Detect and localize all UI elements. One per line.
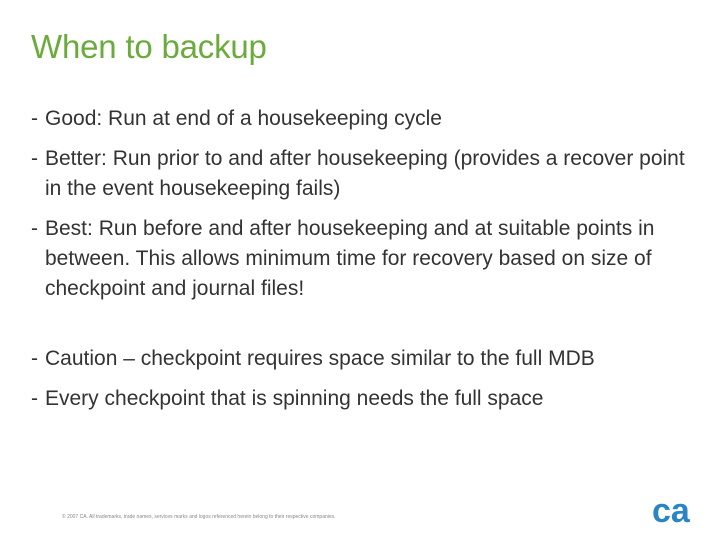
ca-logo-icon bbox=[650, 494, 696, 526]
bullet-better bbox=[31, 144, 701, 204]
bullet-best bbox=[31, 214, 701, 304]
bullet-caution bbox=[31, 344, 701, 374]
bullet-text: Better: Run prior to and after housekeeping (provides a recover point in the event housekeeping fails) bbox=[45, 147, 685, 200]
bullet-text: Good: Run at end of a housekeeping cycle bbox=[45, 107, 442, 130]
bullet-spinning bbox=[31, 384, 701, 414]
bullet-dash: - bbox=[31, 217, 38, 240]
bullet-dash: - bbox=[31, 387, 38, 410]
bullet-dash: - bbox=[31, 147, 38, 170]
slide-title: When to backup bbox=[31, 28, 267, 65]
bullet-text: Caution – checkpoint requires space similar to the full MDB bbox=[45, 347, 595, 370]
bullet-good bbox=[31, 104, 701, 134]
bullet-text: Best: Run before and after housekeeping and at suitable points in between. This allows minimum time for recovery based on size of checkpoint and journal files! bbox=[45, 217, 655, 300]
bullet-dash: - bbox=[31, 347, 38, 370]
bullet-list bbox=[31, 104, 701, 414]
bullet-dash: - bbox=[31, 107, 38, 130]
copyright-footer: © 2007 CA. All trademarks, trade names, services marks and logos referenced herein belong to their respective companies. bbox=[62, 514, 336, 520]
bullet-text: Every checkpoint that is spinning needs the full space bbox=[45, 387, 544, 410]
ca-logo-text: ca bbox=[652, 494, 690, 526]
